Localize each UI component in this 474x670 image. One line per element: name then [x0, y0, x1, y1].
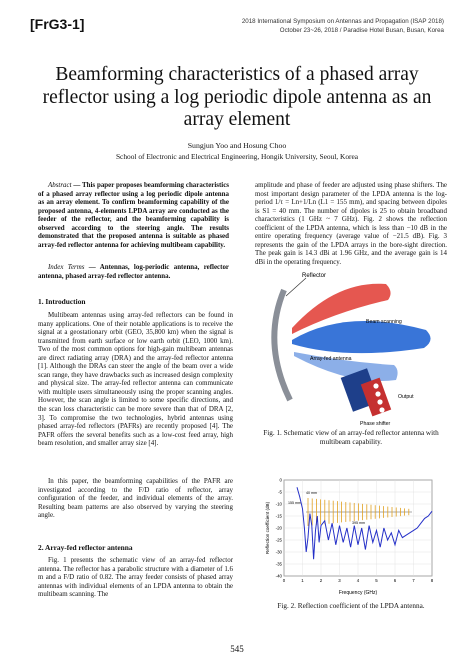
y-tick-label: -10	[275, 501, 282, 507]
y-axis-label: Reflection coefficient (dB)	[265, 501, 270, 555]
label-array-fed-antenna: Array-fed antenna	[310, 356, 352, 362]
figure2-caption: Fig. 2. Reflection coefficient of the LPDA antenna.	[277, 602, 425, 610]
right-column-paragraph: amplitude and phase of feeder are adjusted using phase shifters. The most important design parameter of the LPDA antenna is the log-period 1/τ = Ln+1/Ln (L1 = 155 mm), and spacing between dipoles is S1 = 40 mm. The number of dipoles is 25 to obtain broadband characteristics (1 GHz ~ 7 GHz). Fig. 2 shows the reflection coefficient of the LPDA antenna, which is less than −10 dB in the entire operating frequency (average value of −21.5 dB). Fig. 3 represents the gain of the LPDA arrays in the bore-sight direction. The peak gain is 14.3 dBi at 1.96 GHz, and the average gain is 14 dBi in the operating frequency.	[255, 181, 447, 266]
x-tick-label: 8	[430, 578, 434, 583]
label-reflector: Reflector	[302, 273, 327, 279]
y-tick-label: -15	[275, 513, 282, 519]
x-tick-label: 6	[393, 578, 397, 583]
conference-line-2: October 23~26, 2018 / Paradise Hotel Busan, Busan, Korea	[279, 27, 444, 34]
x-tick-label: 3	[338, 578, 341, 583]
figure2-chart	[262, 474, 442, 596]
y-axis-ticks	[276, 478, 283, 579]
page-number: 545	[230, 644, 244, 654]
label-output: Output	[398, 394, 414, 400]
x-tick-label: 0	[282, 578, 286, 583]
figure1-caption: Fig. 1. Schematic view of an array-fed reflector antenna with multibeam capability.	[263, 429, 439, 446]
x-axis-ticks	[283, 578, 434, 583]
x-tick-label: 2	[319, 578, 323, 583]
index-terms-text: Antennas, log-periodic antenna, reflector antenna, phased array-fed reflector antenna.	[38, 263, 229, 280]
index-terms: Index Terms — Antennas, log-periodic antenna, reflector antenna, phased array-fed reflector antenna.	[38, 263, 229, 280]
right-column-text	[255, 181, 447, 266]
conference-header	[184, 17, 444, 35]
intro-paragraph-2: In this paper, the beamforming capabilities of the PAFR are investigated according to the F/D ratio of reflector, array configuration of the feeder, and individual elements of the array. Resulting beam patterns are also observed by varying the steering angle.	[38, 477, 233, 520]
dim-label-40mm: 40 mm	[306, 491, 317, 495]
x-tick-label: 5	[375, 578, 378, 583]
abstract: Abstract — This paper proposes beamforming characteristics of a phased array reflector using a log periodic dipole antenna as an array element. To confirm beamforming capability of the proposed antenna, 4-elements LPDA array are conducted as the feeder of the reflector, and the beamforming capability is observed according to the steering angle. The results demonstrated that the proposed antenna is suitable as phased array-fed reflector antenna for achieving multibeam capability.	[38, 181, 230, 249]
y-tick-label: -40	[275, 573, 282, 579]
label-beam-scanning: Beam scanning	[366, 319, 402, 325]
abstract-label: Abstract	[48, 181, 72, 189]
conference-line-1: 2018 International Symposium on Antennas and Propagation (ISAP 2018)	[241, 18, 444, 25]
index-terms-label: Index Terms	[48, 263, 85, 271]
x-tick-label: 1	[301, 578, 304, 583]
intro-heading: 1. Introduction	[38, 297, 86, 306]
dim-label-395mm: 395 mm	[352, 521, 365, 525]
y-tick-label: -20	[275, 525, 282, 531]
dim-label-155mm: 155 mm	[288, 501, 301, 505]
x-tick-label: 4	[356, 578, 360, 583]
y-tick-label: -30	[275, 549, 282, 555]
y-tick-label: 0	[279, 477, 282, 483]
label-phase-shifter: Phase shifter	[360, 421, 391, 427]
x-tick-label: 7	[412, 578, 415, 583]
figure1-schematic	[266, 268, 446, 428]
y-tick-label: -25	[275, 537, 282, 543]
main-beam	[292, 321, 431, 353]
paper-title: Beamforming characteristics of a phased array reflector using a log periodic dipole antenna as an array element	[42, 64, 432, 130]
reflector-pointer	[286, 278, 306, 296]
paper-affiliation: School of Electronic and Electrical Engineering, Hongik University, Seoul, Korea	[115, 152, 359, 161]
y-tick-label: -5	[278, 489, 282, 495]
paper-authors: Sungjun Yoo and Hosung Choo	[187, 141, 287, 150]
intro-paragraph-1: Multibeam antennas using array-fed reflectors can be found in many applications. One of their notable applications is to receive the signal at a geostationary orbit (GEO, 35,800 km) when the signal is transmitted from earth surface or low earth orbit (LEO, 1000 km). Two of the most common options for high-gain multibeam antennas are direct radiating array (DRA) and the array-fed reflector antenna [1]. Although the DRAs can steer the angle of the beam over a wide scan range, they have drawbacks such as increased design complexity and physical size. The array-fed reflector antenna can communicate with multiple users simultaneously using the proper scanning angles. However, the scan angle is limited to some specific directions, and the scan loss characteristic can be more severe than that of DRA [2, 3]. To compromise the two technologies, hybrid antennas using phased array-fed reflectors (PAFRs) are recently proposed [4]. The PAFR offers the several benefits such as a low-cost feed array, high beam resolution, and smaller array size [4].	[38, 311, 233, 448]
section2-paragraph: Fig. 1 presents the schematic view of an array-fed reflector antenna. The reflector has a parabolic structure with a diameter of 1.6 m and a F/D ratio of 0.82. The array feeder consists of phased array antennas with individual elements of an LPDA antenna to obtain the multibeam scanning. The	[38, 556, 233, 599]
abstract-text: This paper proposes beamforming characteristics of a phased array reflector using a log periodic dipole antenna as an array element. To confirm beamforming capability of the proposed antenna, 4-elements LPDA array are conducted as the feeder of the reflector, and the beamforming capability is observed according to the steering angle. The results demonstrated that the proposed antenna is suitable as phased array-fed reflector antenna for achieving multibeam capability.	[38, 181, 230, 249]
reflector-dish	[274, 290, 290, 400]
paper-tag: [FrG3-1]	[30, 16, 85, 32]
y-tick-label: -35	[275, 561, 282, 567]
x-axis-label: Frequency (GHz)	[338, 590, 378, 596]
section2-heading: 2. Array-fed reflector antenna	[38, 543, 133, 552]
